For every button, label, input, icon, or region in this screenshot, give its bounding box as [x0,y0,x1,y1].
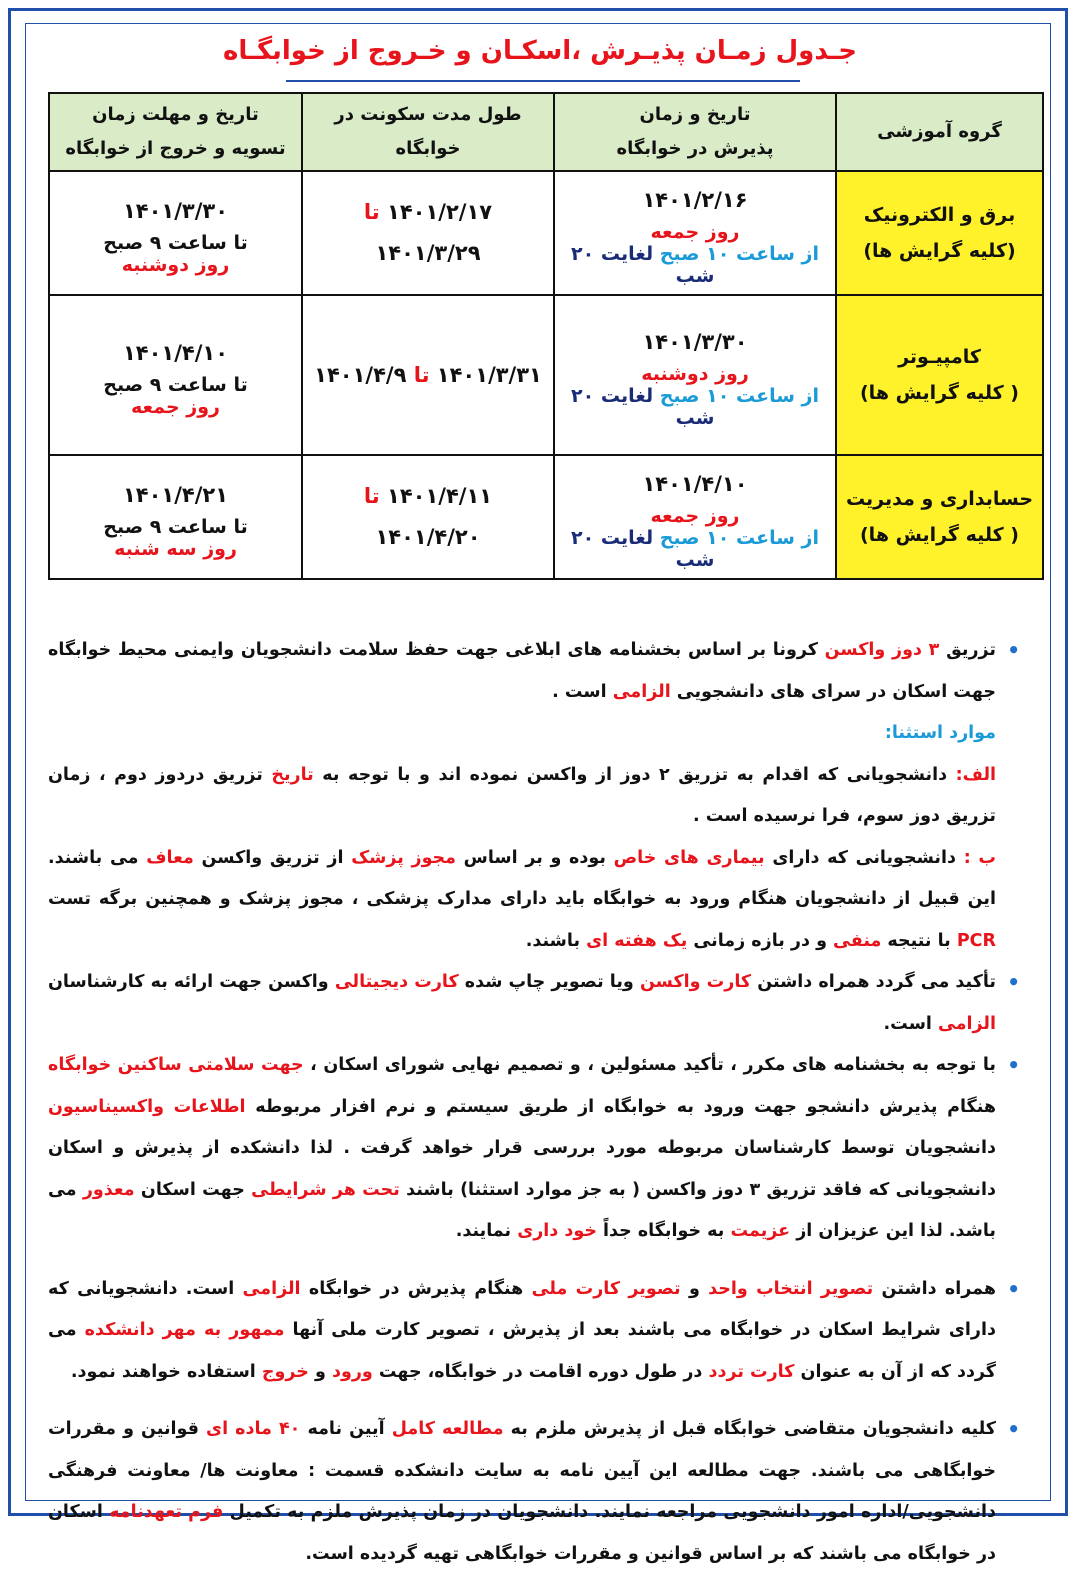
group-cell: کامپیـوتر ( کلیه گرایش ها) [836,295,1043,455]
exceptions-heading: موارد استثنا: [884,723,996,743]
note-vaccine-requirement: • تزریق ۳ دوز واکسن کرونا بر اساس بخشنامه های ابلاغی جهت حفظ سلامت دانشجویان وایمنی محیط خوابگاه جهت اسکان در سرای های دانشجویی الزامی است . [48,630,1022,713]
page-title: جـدول زمـان پذیـرش ،اسکـان و خـروج از خوابگـاه [222,36,857,66]
schedule-table [48,92,1044,580]
admission-cell: ۱۴۰۱/۲/۱۶ روز جمعه از ساعت ۱۰ صبح لغایت ۲۰ شب [554,171,836,295]
exit-cell: ۱۴۰۱/۴/۲۱ تا ساعت ۹ صبح روز سه شنبه [49,455,302,579]
header-stay: طول مدت سکونت در خوابگاه [302,93,554,171]
exit-cell: ۱۴۰۱/۳/۳۰ تا ساعت ۹ صبح روز دوشنبه [49,171,302,295]
stay-cell: ۱۴۰۱/۴/۱۱ تا ۱۴۰۱/۴/۲۰ [302,455,554,579]
note-regulations: • کلیه دانشجویان متقاضی خوابگاه قبل از پذیرش ملزم به مطالعه کامل آیین نامه ۴۰ ماده ای قوانین و مقررات خوابگاهی می باشند. جهت مطالعه این آیین نامه به سایت دانشکده قسمت : معاونت ها/ معاونت فرهنگی دانشجویی/اداره امور دانشجویی مراجعه نمایند. دانشجویان در زمان پذیرش ملزم به تکمیل فرم تعهدنامه اسکان در خوابگاه می باشند که بر اساس قوانین و مقررات خوابگاهی تهیه گردیده است. [48,1409,1022,1575]
stay-cell: ۱۴۰۱/۳/۳۱ تا ۱۴۰۱/۴/۹ [302,295,554,455]
header-group: گروه آموزشی [836,93,1043,171]
stay-cell: ۱۴۰۱/۲/۱۷ تا ۱۴۰۱/۳/۲۹ [302,171,554,295]
table-header-row [49,93,1043,171]
note-vaccine-card: • تأکید می گردد همراه داشتن کارت واکسن ویا تصویر چاپ شده کارت دیجیتالی واکسن جهت ارائه به کارشناسان الزامی است. [48,962,1022,1045]
group-cell: حسابداری و مدیریت ( کلیه گرایش ها) [836,455,1043,579]
exception-alef: الف: دانشجویانی که اقدام به تزریق ۲ دوز از واکسن نموده اند و با توجه به تاریخ تزریق دردوز دوم ، زمان تزریق دوز سوم، فرا نرسیده است . [48,764,997,826]
admission-cell: ۱۴۰۱/۳/۳۰ روز دوشنبه از ساعت ۱۰ صبح لغایت ۲۰ شب [554,295,836,455]
group-cell: برق و الکترونیک (کلیه گرایش ها) [836,171,1043,295]
notes-section [48,630,1022,1575]
exception-be: ب : دانشجویانی که دارای بیماری های خاص بوده و بر اساس مجوز پزشک از تزریق واکسن معاف می باشند. این قبیل از دانشجویان هنگام ورود به خوابگاه باید دارای مدارک پزشکی ، مجوز پزشک و همچنین برگه تست PCR با نتیجه منفی و در بازه زمانی یک هفته ای باشند. [48,847,996,951]
table-row [49,171,1043,295]
note-id-documents: • همراه داشتن تصویر انتخاب واحد و تصویر کارت ملی هنگام پذیرش در خوابگاه الزامی است. دانشجویانی که دارای شرایط اسکان در خوابگاه می باشند بعد از پذیرش ، تصویر کارت ملی آنها ممهور به مهر دانشکده می گردد که از آن به عنوان کارت تردد در طول دوره اقامت در خوابگاه، جهت ورود و خروج استفاده خواهند نمود. [48,1269,1022,1394]
spacer [48,1393,1022,1409]
header-admission: تاریخ و زمان پذیرش در خوابگاه [554,93,836,171]
note-vaccination-check: • با توجه به بخشنامه های مکرر ، تأکید مسئولین ، و تصمیم نهایی شورای اسکان ، جهت سلامتی ساکنین خوابگاه هنگام پذیرش دانشجو جهت ورود به خوابگاه از طریق سیستم و نرم افزار مربوطه اطلاعات واکسیناسیون دانشجویان توسط کارشناسان مربوطه مورد بررسی قرار خواهد گرفت . لذا دانشکده از پذیرش و اسکان دانشجویانی که فاقد تزریق ۳ دوز واکسن ( به جز موارد استثنا) باشند تحت هر شرایطی جهت اسکان معذور می باشد. لذا این عزیزان از عزیمت به خوابگاه جداً خود داری نمایند. [48,1045,1022,1253]
spacer [48,1253,1022,1269]
exit-cell: ۱۴۰۱/۴/۱۰ تا ساعت ۹ صبح روز جمعه [49,295,302,455]
header-exit: تاریخ و مهلت زمان تسویه و خروج از خوابگاه [49,93,302,171]
table-row [49,295,1043,455]
table-row [49,455,1043,579]
admission-cell: ۱۴۰۱/۴/۱۰ روز جمعه از ساعت ۱۰ صبح لغایت ۲۰ شب [554,455,836,579]
title-underline [286,80,800,82]
